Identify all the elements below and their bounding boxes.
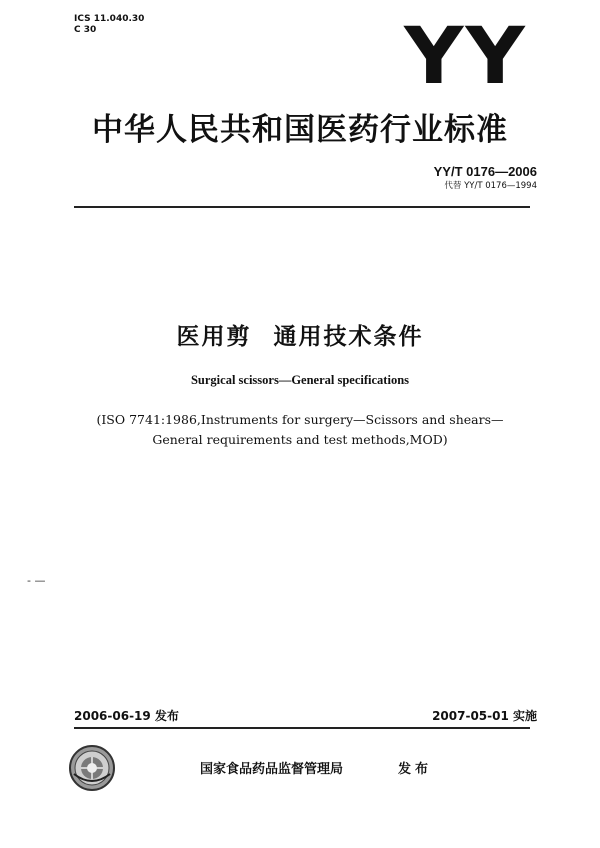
implementation-date: 2007-05-01 实施 — [432, 709, 537, 723]
issue-date: 2006-06-19 发布 — [74, 709, 179, 723]
ccs-code: C 30 — [74, 25, 97, 35]
ics-code: ICS 11.040.30 — [74, 14, 145, 24]
chinese-title — [0, 318, 600, 351]
bottom-divider — [74, 727, 530, 729]
publisher-seal-icon — [68, 744, 116, 792]
chinese-title-part1: 医用剪 — [176, 324, 252, 350]
standard-number: YY/T 0176—2006 — [433, 164, 537, 179]
iso-equivalence-line2: General requirements and test methods,MOD) — [152, 432, 448, 447]
chinese-title-part2: 通用技术条件 — [273, 324, 424, 350]
publisher-name: 国家食品药品监督管理局 — [200, 762, 344, 777]
publish-label: 发布 — [398, 762, 433, 777]
national-standard-title: 中华人民共和国医药行业标准 — [92, 112, 508, 148]
iso-equivalence-line1: (ISO 7741:1986,Instruments for surgery—Scissors and shears— — [96, 412, 504, 427]
iso-equivalence — [0, 410, 600, 450]
margin-marks: - — — [27, 574, 46, 587]
category-code: YY — [404, 12, 527, 102]
english-title: Surgical scissors—General specifications — [190, 373, 410, 387]
replaces-standard: 代替 YY/T 0176—1994 — [444, 181, 537, 191]
top-divider — [74, 206, 530, 208]
classification-codes — [74, 14, 144, 36]
